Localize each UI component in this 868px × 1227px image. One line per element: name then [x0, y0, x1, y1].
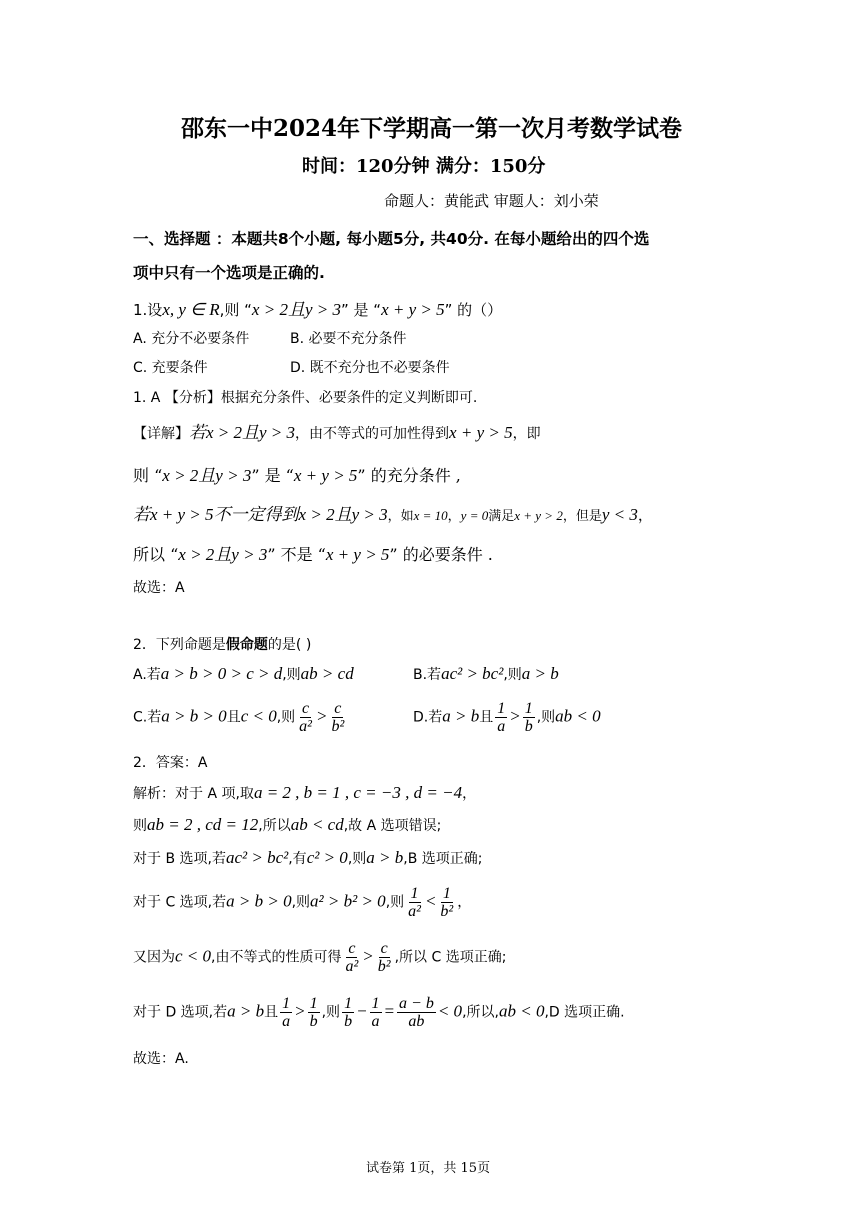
q1-option-a: A. 充分不必要条件 [133, 331, 250, 347]
q1-analysis: 1. A 【分析】根据充分条件、必要条件的定义判断即可. [133, 390, 478, 406]
q1-detail-line2: 则 “x > 2且y > 3” 是 “x + y > 5” 的充分条件 , [133, 466, 461, 485]
q1-option-b: B. 必要不充分条件 [290, 331, 407, 347]
section-heading: 一、选择题 ：本题共8个小题, 每小题5分, 共40分. 在每小题给出的四个选 [133, 230, 650, 248]
q2-option-b: B.若ac² > bc²,则a > b [413, 664, 559, 683]
q1-detail-line4: 所以 “x > 2且y > 3” 不是 “x + y > 5” 的必要条件 . [133, 545, 493, 564]
q2-option-c: C.若a > b > 0且c < 0,则 $\frac{c}{\text{a²}}$ > $\frac{c}{\text{b²}}$ [133, 700, 345, 735]
q1-answer: 故选：A [133, 580, 185, 596]
q2-option-d: D.若a > b且 $\frac{1}{a}$ > $\frac{1}{b}$ ,则ab < 0 [413, 700, 601, 735]
q1-option-d: D. 既不充分也不必要条件 [290, 360, 450, 376]
q2-answer-label: 2．答案：A [133, 755, 208, 771]
q2-final-answer: 故选：A. [133, 1051, 189, 1067]
q2-solution-line2: 则ab = 2 , cd = 12,所以ab < cd,故 A 选项错误; [133, 815, 442, 834]
q2-solution-line3: 对于 B 选项,若ac² > bc²,有c² > 0,则a > b,B 选项正确; [133, 848, 483, 867]
page-footer: 试卷第 1页，共 15页 [366, 1161, 491, 1176]
exam-subtitle: 时间：120分钟 满分：150分 [302, 156, 546, 177]
q1-detail-line3: 若x + y > 5不一定得到x > 2且y > 3，如x = 10，y = 0满足x + y > 2，但是y < 3， [133, 505, 653, 524]
q2-solution-line1: 解析：对于 A 项,取a = 2 , b = 1 , c = −3 , d = −4， [133, 783, 477, 802]
exam-authors: 命题人：黄能武 审题人：刘小荣 [384, 192, 599, 210]
q1-detail-line1: 【详解】若x > 2且y > 3，由不等式的可加性得到x + y > 5，即 [133, 423, 541, 442]
q2-option-a: A.若a > b > 0 > c > d,则ab > cd [133, 664, 354, 683]
q2-solution-line6: 对于 D 选项,若a > b且 $\frac{1}{a}$ > $\frac{1}{b}$ ,则 $\frac{1}{b}$ − $\frac{1}{a}$ = $\frac{a - b}{ab}$ < 0,所以,ab < 0,D 选项正确. [133, 995, 625, 1030]
section-heading-cont: 项中只有一个选项是正确的. [133, 264, 325, 282]
q2-solution-line5: 又因为c < 0,由不等式的性质可得 $\frac{c}{\text{a²}}$ > $\frac{c}{\text{b²}}$ ,所以 C 选项正确; [133, 940, 507, 975]
q2-stem: 2．下列命题是假命题的是( ) [133, 637, 312, 653]
q1-stem: 1.设x, y ∈ R,则 “x > 2且y > 3” 是 “x + y > 5” 的（） [133, 300, 503, 319]
q2-solution-line4: 对于 C 选项,若a > b > 0,则a² > b² > 0,则 $\frac{1}{\text{a²}}$ < $\frac{1}{\text{b²}}$ ， [133, 885, 472, 920]
q1-option-c: C. 充要条件 [133, 360, 208, 376]
exam-title: 邵东一中2024年下学期高一第一次月考数学试卷 [181, 115, 683, 142]
